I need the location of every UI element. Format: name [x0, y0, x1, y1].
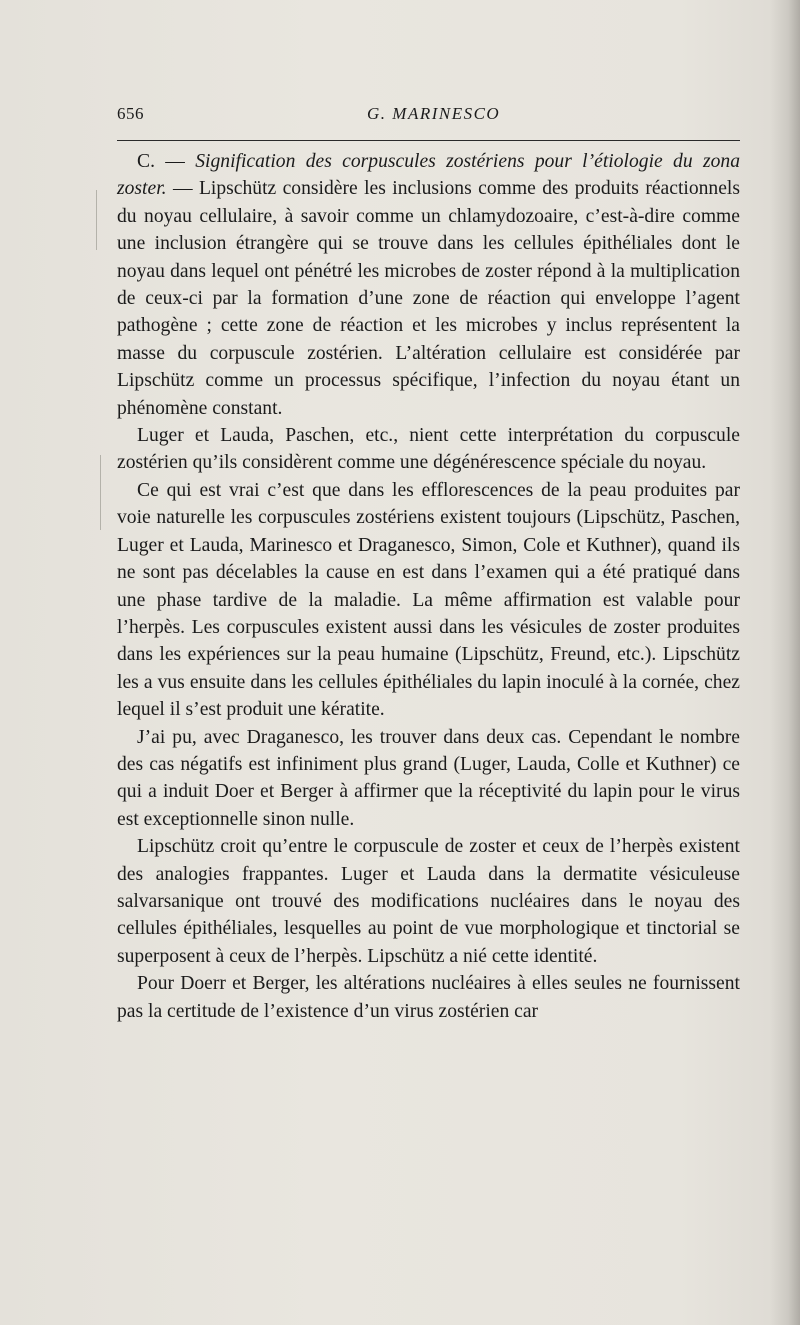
- paragraph: Pour Doerr et Berger, les altérations nucléaires à elles seules ne fournissent pas la certitude de l’existence d’un virus zostérien car: [117, 973, 740, 1022]
- body-text: [117, 148, 740, 1025]
- paragraph: Ce qui est vrai c’est que dans les efflorescences de la peau produites par voie naturelle les corpuscules zostériens existent toujours (Lipschütz, Paschen, Luger et Lauda, Marinesco et Draganesco, Simon, Cole et Kuthner), quand ils ne sont pas décelables la cause en est dans l’examen qui a été pratiqué dans une phase tardive de la maladie. La même affirmation est valable pour l’herpès. Les corpuscules existent aussi dans les vésicules de zoster produites dans les expériences sur la peau humaine (Lipschütz, Freund, etc.). Lipschütz les a vus ensuite dans les cellules épithéliales du lapin inoculé à la cornée, chez lequel il s’est produit une kératite.: [117, 479, 740, 721]
- section-label: C. —: [137, 151, 185, 172]
- section-lead-text: — Lipschütz considère les inclusions comme des produits réactionnels du noyau cellulaire, à savoir comme un chlamydozoaire, c’est-à-dire comme une inclusion étrangère qui se trouve dans les cellules épithéliales dont le noyau dans lequel ont pénétré les microbes de zoster répond à la multiplication de ceux-ci par la formation d’une zone de réaction qui enveloppe l’agent pathogène ; cette zone de réaction et les microbes y inclus représentent la masse du corpuscule zostérien. L’altération cellulaire est considérée par Lipschütz comme un processus spécifique, l’infection du noyau étant un phénomène constant.: [117, 178, 740, 419]
- paragraph-section-intro: [117, 148, 740, 422]
- running-head: [117, 104, 740, 130]
- running-head-author: G. MARINESCO: [367, 104, 501, 123]
- paragraph: Lipschütz croit qu’entre le corpuscule de zoster et ceux de l’herpès existent des analogies frappantes. Luger et Lauda dans la dermatite vésiculeuse salvarsanique ont trouvé des modifications nucléaires dans le noyau des cellules épithéliales, lesquelles au point de vue morphologique et tinctorial se superposent à ceux de l’herpès. Lipschütz a nié cette identité.: [117, 836, 740, 967]
- section-title: Signification des corpuscules zostériens pour l’étiologie du zona zoster.: [117, 151, 740, 200]
- paragraph: Luger et Lauda, Paschen, etc., nient cette interprétation du corpuscule zostérien qu’ils considèrent comme une dégénérescence spéciale du noyau.: [117, 425, 740, 474]
- header-rule: [117, 140, 740, 141]
- page-number: 656: [117, 104, 144, 123]
- page-edge-shadow: [770, 0, 800, 1325]
- paragraph: J’ai pu, avec Draganesco, les trouver dans deux cas. Cependant le nombre des cas négatifs est infiniment plus grand (Luger, Lauda, Colle et Kuthner) ce qui a induit Doer et Berger à affirmer que la réceptivité du lapin pour le virus est exceptionnelle sinon nulle.: [117, 726, 740, 830]
- margin-pencil-mark: [100, 455, 101, 530]
- margin-pencil-mark: [96, 190, 97, 250]
